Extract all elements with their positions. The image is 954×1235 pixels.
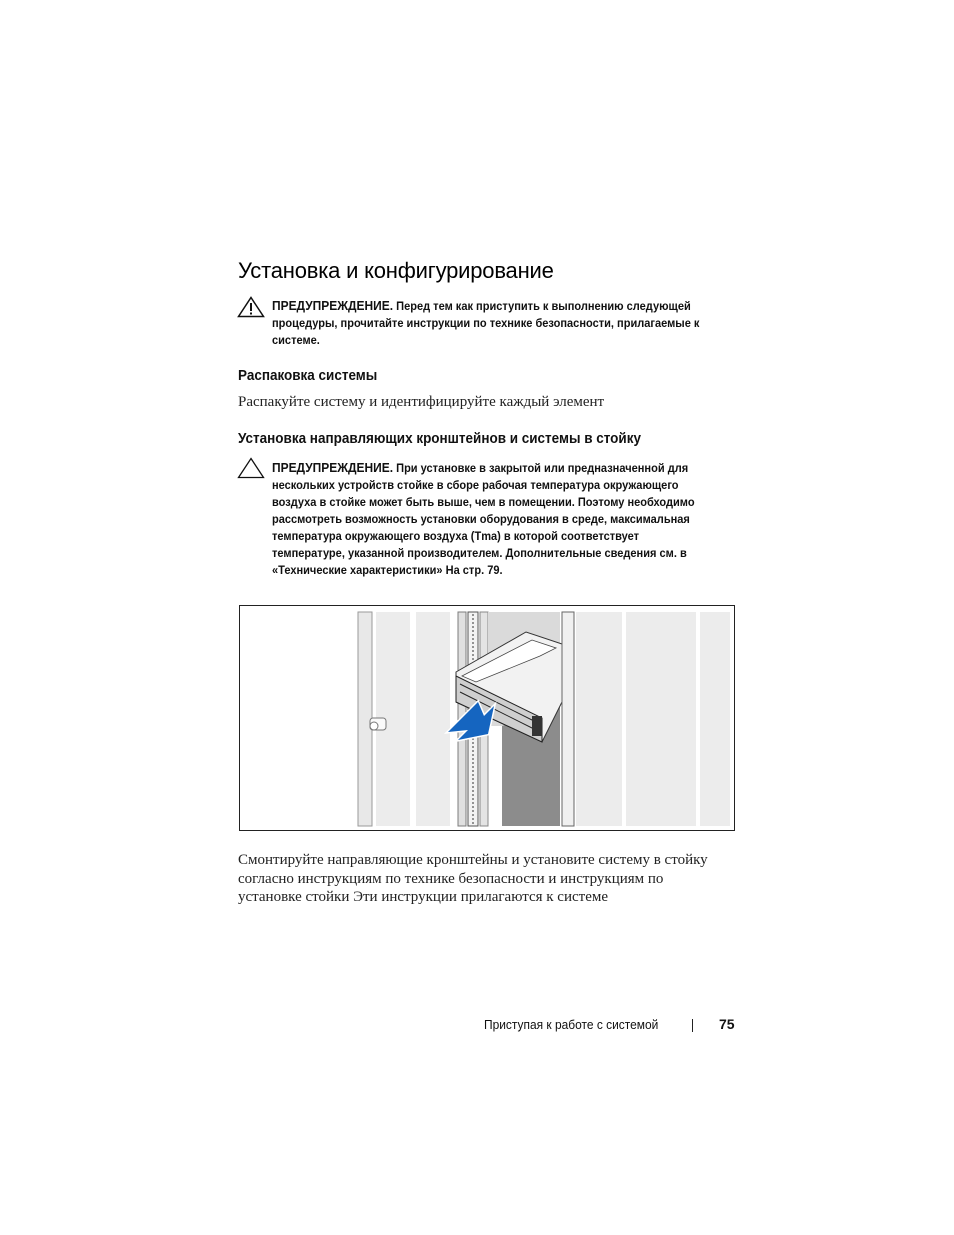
page-title: Установка и конфигурирование (238, 258, 554, 283)
warning-label: ПРЕДУПРЕЖДЕНИЕ. (272, 460, 394, 475)
warning-block-1 (272, 297, 732, 349)
text-line: Смонтируйте направляющие кронштейны и установите систему в стойку (238, 852, 708, 868)
warning-triangle-icon (237, 296, 265, 318)
warning-text: нескольких устройств стойке в сборе рабочая температура окружающего (272, 478, 679, 492)
section-heading-unpack: Распаковка системы (238, 368, 378, 384)
warning-text: процедуры, прочитайте инструкции по технике безопасности, прилагаемые к (272, 316, 700, 330)
section-text-unpack: Распакуйте систему и идентифицируйте каждый элемент (238, 394, 605, 410)
rail-latch-icon (370, 718, 386, 730)
text-line: установке стойки Эти инструкции прилагаются к системе (238, 889, 609, 905)
section-text-rack (238, 851, 708, 907)
warning-text: температура окружающего воздуха (Tma) в которой соответствует (272, 529, 640, 543)
warning-text: Перед тем как приступить к выполнению следующей (396, 299, 691, 313)
warning-text: «Технические характеристики» На стр. 79. (272, 563, 503, 577)
footer-separator (692, 1019, 693, 1032)
warning-text: системе. (272, 333, 320, 347)
section-heading-rack: Установка направляющих кронштейнов и системы в стойку (238, 431, 641, 447)
text-line: согласно инструкциям по технике безопасности и инструкциям по (238, 870, 664, 887)
warning-block-2 (272, 459, 732, 579)
rack-drawing (240, 606, 734, 830)
rack-install-illustration (239, 605, 735, 831)
caution-triangle-icon (237, 457, 265, 479)
warning-text: При установке в закрытой или предназначенной для (396, 461, 689, 475)
warning-text: температуре, указанной производителем. Дополнительные сведения см. в (272, 546, 687, 560)
warning-text: рассмотреть возможность установки оборудования в среде, максимальная (272, 512, 690, 526)
page-number: 75 (719, 1016, 735, 1032)
warning-text: воздуха в стойке может быть выше, чем в помещении. Поэтому необходимо (272, 495, 695, 509)
warning-label: ПРЕДУПРЕЖДЕНИЕ. (272, 298, 394, 313)
footer-section-title: Приступая к работе с системой (484, 1017, 659, 1032)
